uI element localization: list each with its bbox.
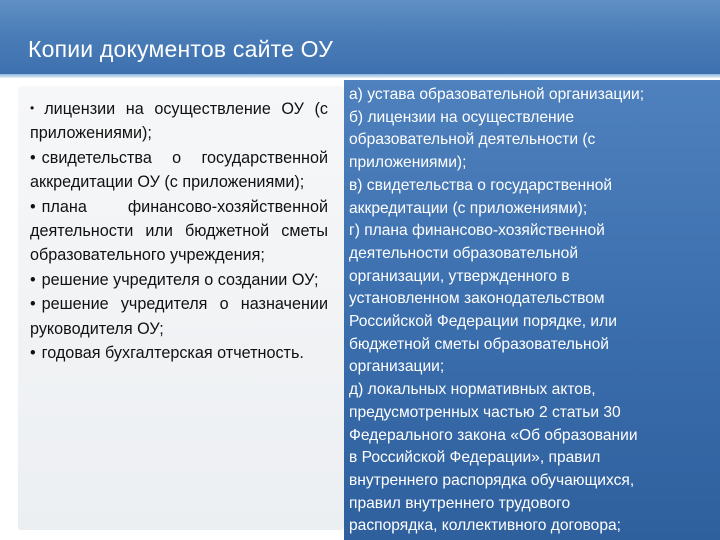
bullet-icon: • (30, 197, 36, 216)
list-item (30, 268, 328, 292)
text-line: г) плана финансово-хозяйственной (349, 222, 605, 240)
title-bar (0, 0, 720, 78)
bullet-icon: • (30, 148, 36, 167)
list-item-text: решение учредителя о создании ОУ; (41, 270, 319, 289)
text-line: организации; (349, 358, 445, 376)
list-item-text: решение учредителя о назначении руководителя ОУ; (30, 295, 328, 338)
list-item (30, 195, 328, 268)
text-line: приложениями); (349, 154, 467, 172)
text-line: д) локальных нормативных актов, (349, 381, 596, 399)
bullet-icon: • (30, 344, 36, 363)
bullet-icon: • (30, 101, 35, 115)
text-line: бюджетной сметы образовательной (349, 335, 609, 353)
text-line: предусмотренных частью 2 статьи 30 (349, 403, 621, 421)
list-item (30, 96, 328, 146)
slide-title: Копии документов сайте ОУ (28, 36, 334, 62)
list-item-text: годовая бухгалтерская отчетность. (41, 344, 304, 363)
text-line: распорядка, коллективного договора; (349, 517, 622, 535)
bullet-icon: • (30, 295, 36, 314)
list-item-text: свидетельства о государственной аккредитации ОУ (с приложениями); (30, 148, 328, 192)
list-item-text: плана финансово-хозяйственной деятельности или бюджетной сметы образовательного учреждения; (30, 197, 328, 265)
text-line: в) свидетельства о государственной (349, 176, 613, 194)
text-line: установленном законодательством (349, 290, 605, 308)
right-text-block (349, 84, 715, 538)
text-line: б) лицензии на осуществление (349, 108, 575, 126)
text-line: в Российской Федерации», правил (349, 449, 601, 467)
list-item (30, 341, 328, 365)
text-line: организации, утвержденного в (349, 267, 570, 285)
text-line: деятельности образовательной (349, 244, 579, 262)
text-line: внутреннего распорядка обучающихся, (349, 471, 635, 489)
text-line: правил внутреннего трудового (349, 494, 571, 512)
text-line: Федерального закона «Об образовании (349, 426, 638, 444)
text-line: аккредитации (с приложениями); (349, 199, 588, 217)
text-line: а) устава образовательной организации; (349, 86, 645, 103)
list-item (30, 292, 328, 341)
bullet-icon: • (30, 270, 36, 289)
left-bullet-list (30, 96, 328, 365)
text-line: Российской Федерации порядке, или (349, 313, 617, 331)
text-line: образовательной деятельности (с (349, 131, 596, 149)
list-item-text: лицензии на осуществление ОУ (с приложениями); (30, 100, 328, 143)
list-item (30, 146, 328, 195)
